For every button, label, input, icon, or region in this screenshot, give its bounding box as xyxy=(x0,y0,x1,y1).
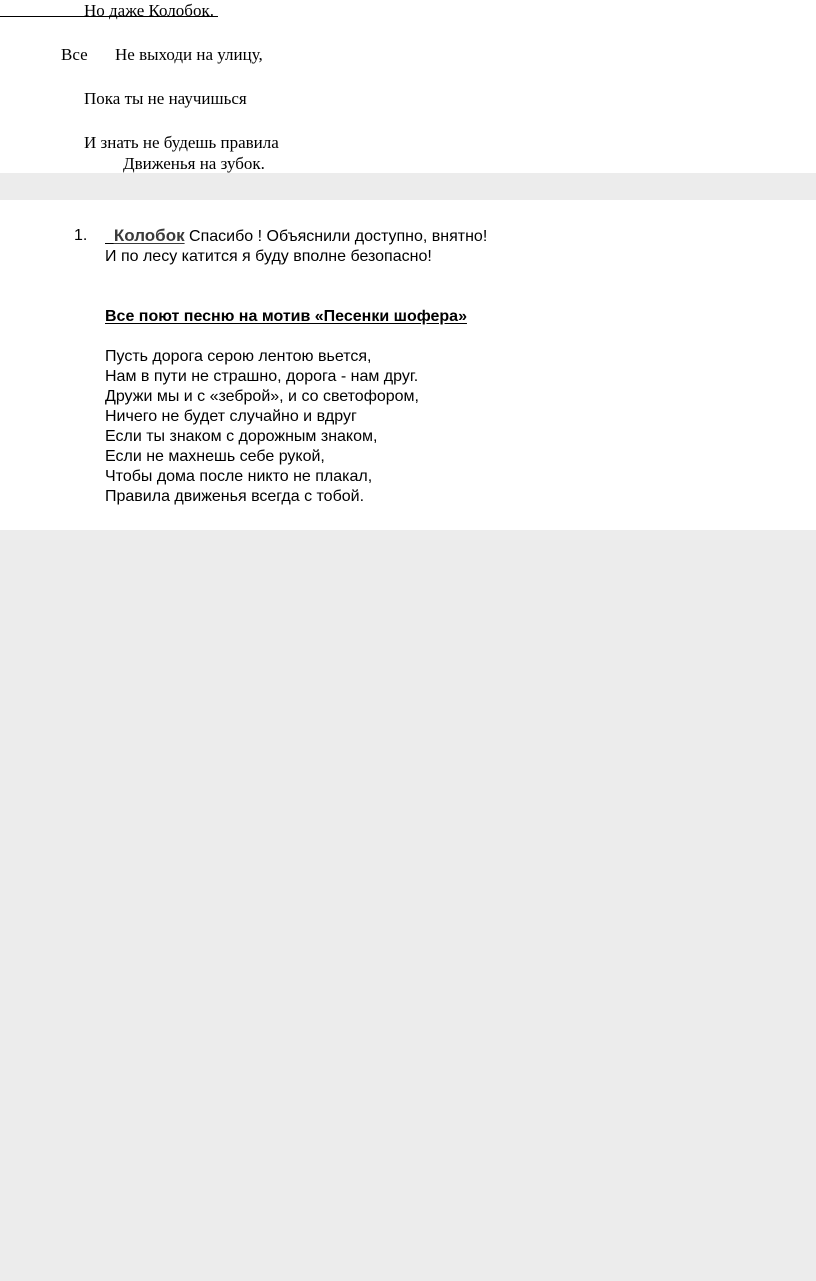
reply-text: Спасибо ! Объяснили доступно, внятно! xyxy=(189,228,488,245)
speaker-label: Все xyxy=(61,45,88,64)
document-page-1 xyxy=(0,0,816,173)
song-heading: Все поют песню на мотив «Песенки шофера» xyxy=(105,308,467,325)
verse-line: Не выходи на улицу, xyxy=(115,45,263,64)
list-number: 1. xyxy=(74,227,88,244)
verse-line: Пока ты не научишься xyxy=(84,89,247,108)
song-line: Если ты знаком с дорожным знаком, xyxy=(105,428,378,445)
song-line: Чтобы дома после никто не плакал, xyxy=(105,468,373,485)
text-line: Но даже Колобок. xyxy=(84,1,214,20)
verse-line: И знать не будешь правила xyxy=(84,133,279,152)
dialogue-line xyxy=(105,226,487,247)
speaker-name: Колобок xyxy=(113,226,185,245)
verse-line: Движенья на зубок. xyxy=(123,154,265,173)
underline-pad xyxy=(105,228,114,245)
song-line: Дружи мы и с «зеброй», и со светофором, xyxy=(105,388,419,405)
document-page-2 xyxy=(0,200,816,530)
song-line: Нам в пути не страшно, дорога - нам друг. xyxy=(105,368,419,385)
song-line: Ничего не будет случайно и вдруг xyxy=(105,408,357,425)
song-line: Правила движенья всегда с тобой. xyxy=(105,488,365,505)
song-line: Если не махнешь себе рукой, xyxy=(105,448,325,465)
song-line: Пусть дорога серою лентою вьется, xyxy=(105,348,372,365)
dialogue-line: И по лесу катится я буду вполне безопасно! xyxy=(105,248,432,265)
